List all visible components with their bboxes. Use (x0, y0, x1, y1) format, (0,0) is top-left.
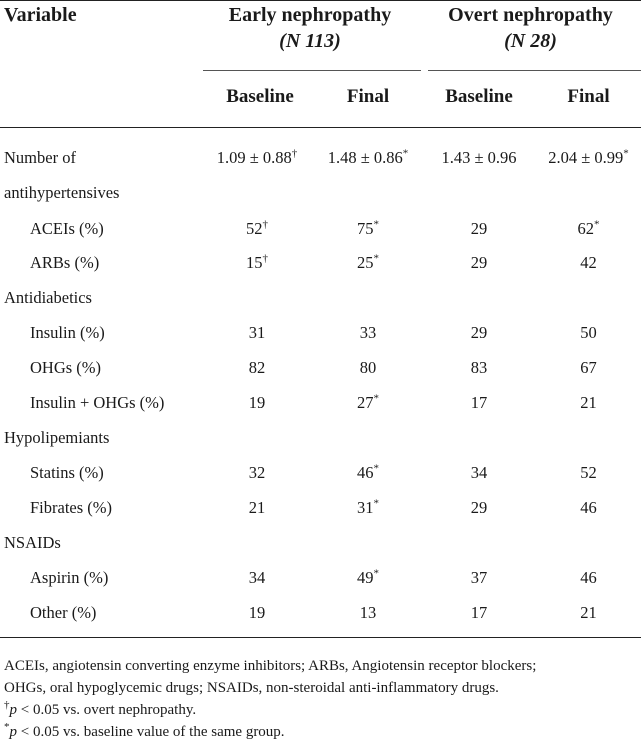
cell-early-final: 31* (357, 497, 379, 517)
footnote-asterisk: *p < 0.05 vs. baseline value of the same group. (4, 721, 285, 740)
cell-overt-final: 50 (580, 323, 597, 342)
cell-early-final: 75* (357, 218, 379, 238)
row-label: Fibrates (%) (30, 498, 113, 517)
row-label: Insulin (%) (30, 323, 105, 342)
cell-early-final: 27* (357, 392, 379, 412)
cell-early-baseline: 19 (248, 393, 266, 412)
table-row (0, 385, 641, 420)
header-early-nephropathy (200, 2, 420, 54)
table-row (0, 280, 641, 315)
table-row (0, 315, 641, 350)
cell-early-final: 46* (357, 462, 379, 482)
footnote-abbreviations-2: OHGs, oral hypoglycemic drugs; NSAIDs, non-steroidal anti-inflammatory drugs. (4, 680, 499, 696)
group-rule-overt (428, 70, 641, 71)
cell-overt-final: 52 (580, 463, 597, 482)
table-row (0, 560, 641, 595)
cell-early-baseline: 15† (246, 252, 268, 272)
header-variable: Variable (4, 4, 77, 26)
cell-overt-final: 2.04 ± 0.99* (548, 147, 629, 167)
overt-nephropathy-title: Overt nephropathy (448, 4, 613, 26)
early-nephropathy-title: Early nephropathy (228, 4, 392, 26)
table-row (0, 595, 641, 630)
header-early-final: Final (346, 86, 390, 107)
cell-overt-baseline: 37 (470, 568, 488, 587)
cell-overt-baseline: 29 (470, 323, 488, 342)
cell-overt-final: 46 (580, 498, 597, 517)
header-early-baseline: Baseline (226, 86, 294, 107)
cell-overt-baseline: 17 (470, 603, 488, 622)
cell-early-baseline: 32 (248, 463, 266, 482)
cell-overt-final: 21 (580, 603, 597, 622)
cell-early-final: 49* (357, 567, 379, 587)
cell-early-baseline: 21 (248, 498, 266, 517)
cell-early-baseline: 19 (248, 603, 266, 622)
table-row (0, 140, 641, 210)
cell-early-final: 80 (359, 358, 377, 377)
cell-overt-final: 42 (580, 253, 597, 272)
early-nephropathy-n: (N 113) (279, 30, 341, 52)
table-row (0, 490, 641, 525)
overt-nephropathy-n: (N 28) (504, 30, 557, 52)
cell-overt-baseline: 83 (470, 358, 488, 377)
header-overt-nephropathy (420, 2, 641, 54)
table-top-rule (0, 0, 641, 1)
footnote-abbreviations-1: ACEIs, angiotensin converting enzyme inhibitors; ARBs, Angiotensin receptor blockers; (4, 658, 537, 674)
row-label: Statins (%) (30, 463, 104, 482)
cell-overt-baseline: 17 (470, 393, 488, 412)
cell-overt-baseline: 34 (470, 463, 488, 482)
table-row (0, 455, 641, 490)
cell-early-final: 25* (357, 252, 379, 272)
row-label: ACEIs (%) (30, 219, 104, 238)
row-label: Number of antihypertensives (4, 148, 120, 202)
section-label: NSAIDs (4, 533, 61, 552)
cell-overt-final: 46 (580, 568, 597, 587)
cell-early-final: 13 (359, 603, 377, 622)
section-label: Hypolipemiants (4, 428, 110, 447)
header-overt-baseline: Baseline (445, 86, 513, 107)
table-row (0, 211, 641, 246)
table-row (0, 420, 641, 455)
table-row (0, 525, 641, 560)
cell-overt-baseline: 1.43 ± 0.96 (441, 148, 517, 167)
table-bottom-rule (0, 637, 641, 638)
footnote-dagger: †p < 0.05 vs. overt nephropathy. (4, 699, 197, 718)
cell-overt-baseline: 29 (470, 498, 488, 517)
cell-overt-baseline: 29 (470, 253, 488, 272)
cell-early-final: 1.48 ± 0.86* (327, 147, 409, 167)
header-overt-final: Final (567, 86, 610, 107)
section-label: Antidiabetics (4, 288, 92, 307)
cell-overt-final: 62* (577, 218, 600, 238)
cell-early-baseline: 34 (248, 568, 266, 587)
cell-overt-final: 21 (580, 393, 597, 412)
header-bottom-rule (0, 127, 641, 128)
row-label: Other (%) (30, 603, 97, 622)
row-label: ARBs (%) (30, 253, 100, 272)
row-label: Aspirin (%) (30, 568, 109, 587)
table-row (0, 245, 641, 280)
group-rule-early (203, 70, 421, 71)
table-row (0, 350, 641, 385)
cell-early-baseline: 52† (246, 218, 268, 238)
cell-early-baseline: 31 (248, 323, 266, 342)
cell-overt-final: 67 (580, 358, 597, 377)
row-label: Insulin + OHGs (%) (30, 393, 165, 412)
cell-overt-baseline: 29 (470, 219, 488, 238)
cell-early-baseline: 82 (248, 358, 266, 377)
row-label: OHGs (%) (30, 358, 102, 377)
cell-early-final: 33 (359, 323, 377, 342)
cell-early-baseline: 1.09 ± 0.88† (216, 147, 298, 167)
